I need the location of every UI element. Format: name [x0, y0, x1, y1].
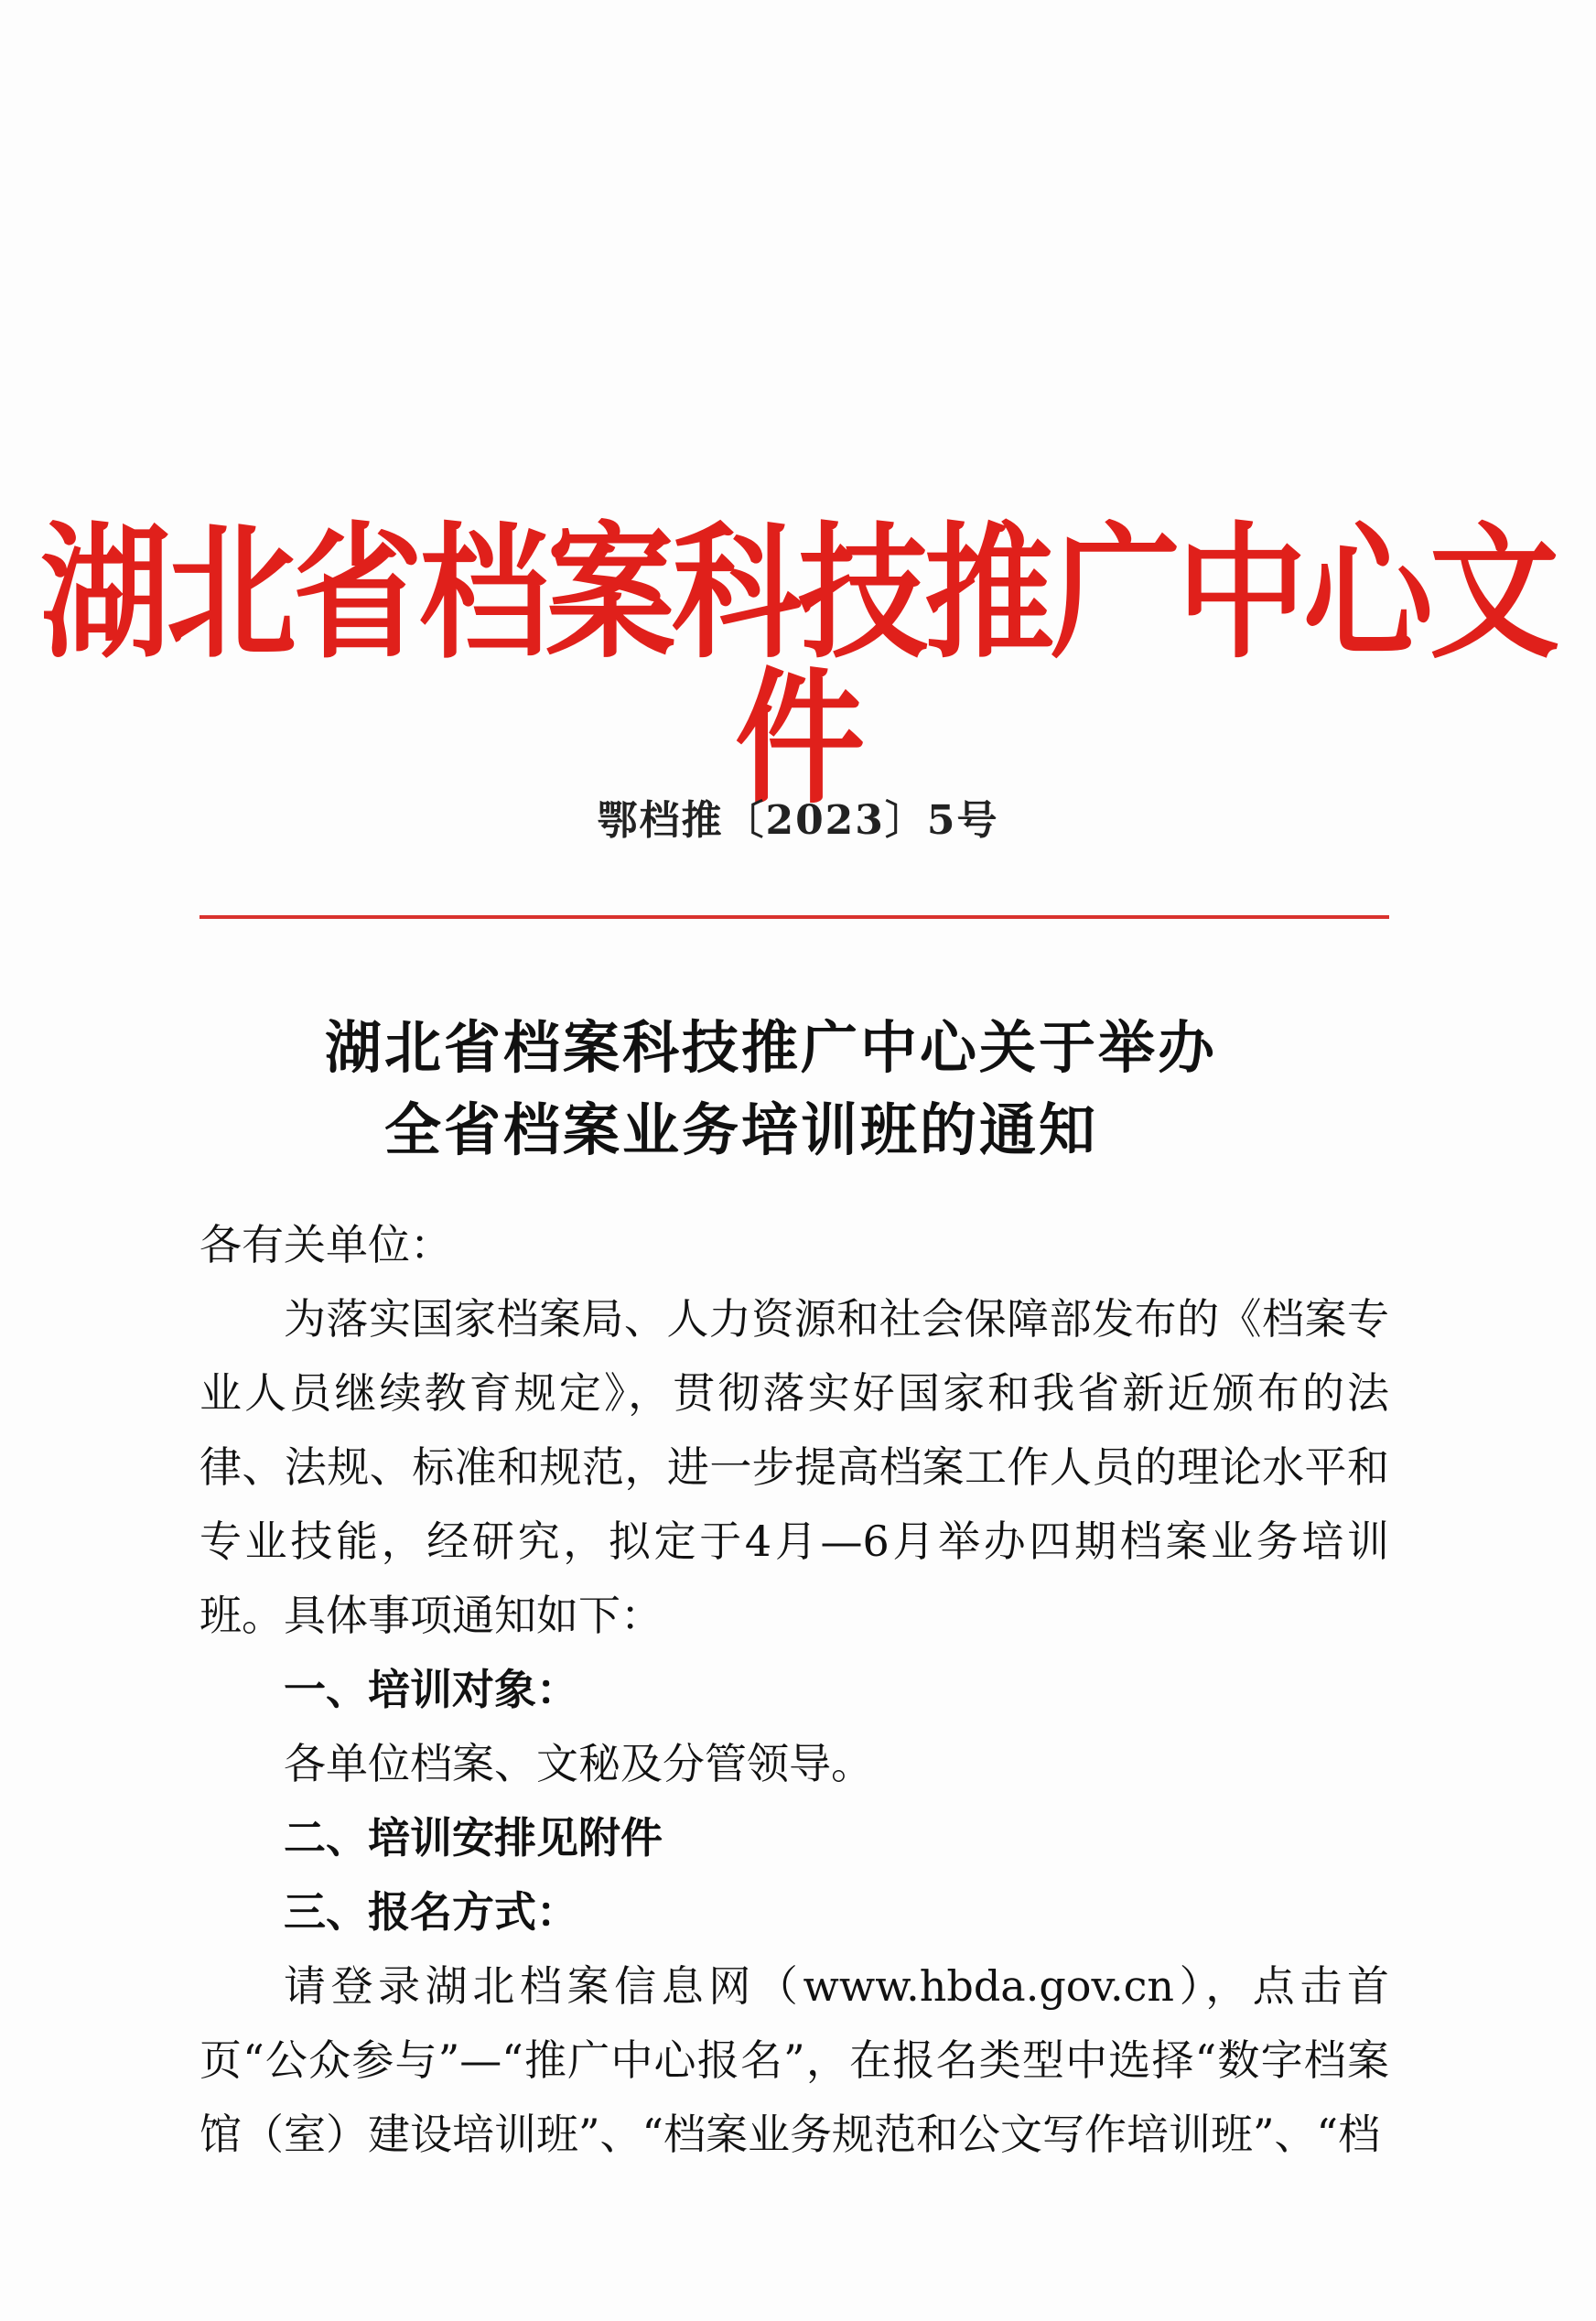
section-one-text: 各单位档案、文秘及分管领导。: [284, 1739, 873, 1788]
document-body: [200, 1208, 1389, 2172]
section-three-text: 请登录湖北档案信息网（www.hbda.gov.cn），点击首页“公众参与”—“推广中心报名”，在报名类型中选择“数字档案馆（室）建设培训班”、“档案业务规范和公文写作培训班”、“档: [200, 1961, 1389, 2159]
notice-title-line-1: 湖北省档案科技推广中心关于举办: [325, 1014, 1218, 1081]
intro-paragraph: 为落实国家档案局、人力资源和社会保障部发布的《档案专业人员继续教育规定》，贯彻落实好国家和我省新近颁布的法律、法规、标准和规范，进一步提高档案工作人员的理论水平和专业技能，经研究，拟定于4月—6月举办四期档案业务培训班。具体事项通知如下：: [200, 1294, 1389, 1640]
section-two-heading: 二、培训安排见附件: [284, 1813, 663, 1862]
masthead-title: 湖北省档案科技推广中心文件: [40, 509, 1556, 825]
document-number: 鄂档推〔2023〕5号: [597, 797, 999, 844]
red-divider-line: [200, 915, 1389, 919]
section-three-heading: 三、报名方式：: [284, 1887, 578, 1937]
salutation: 各有关单位：: [200, 1220, 452, 1269]
section-one-heading: 一、培训对象：: [284, 1665, 578, 1714]
notice-title-line-2: 全省档案业务培训班的通知: [384, 1096, 1099, 1163]
